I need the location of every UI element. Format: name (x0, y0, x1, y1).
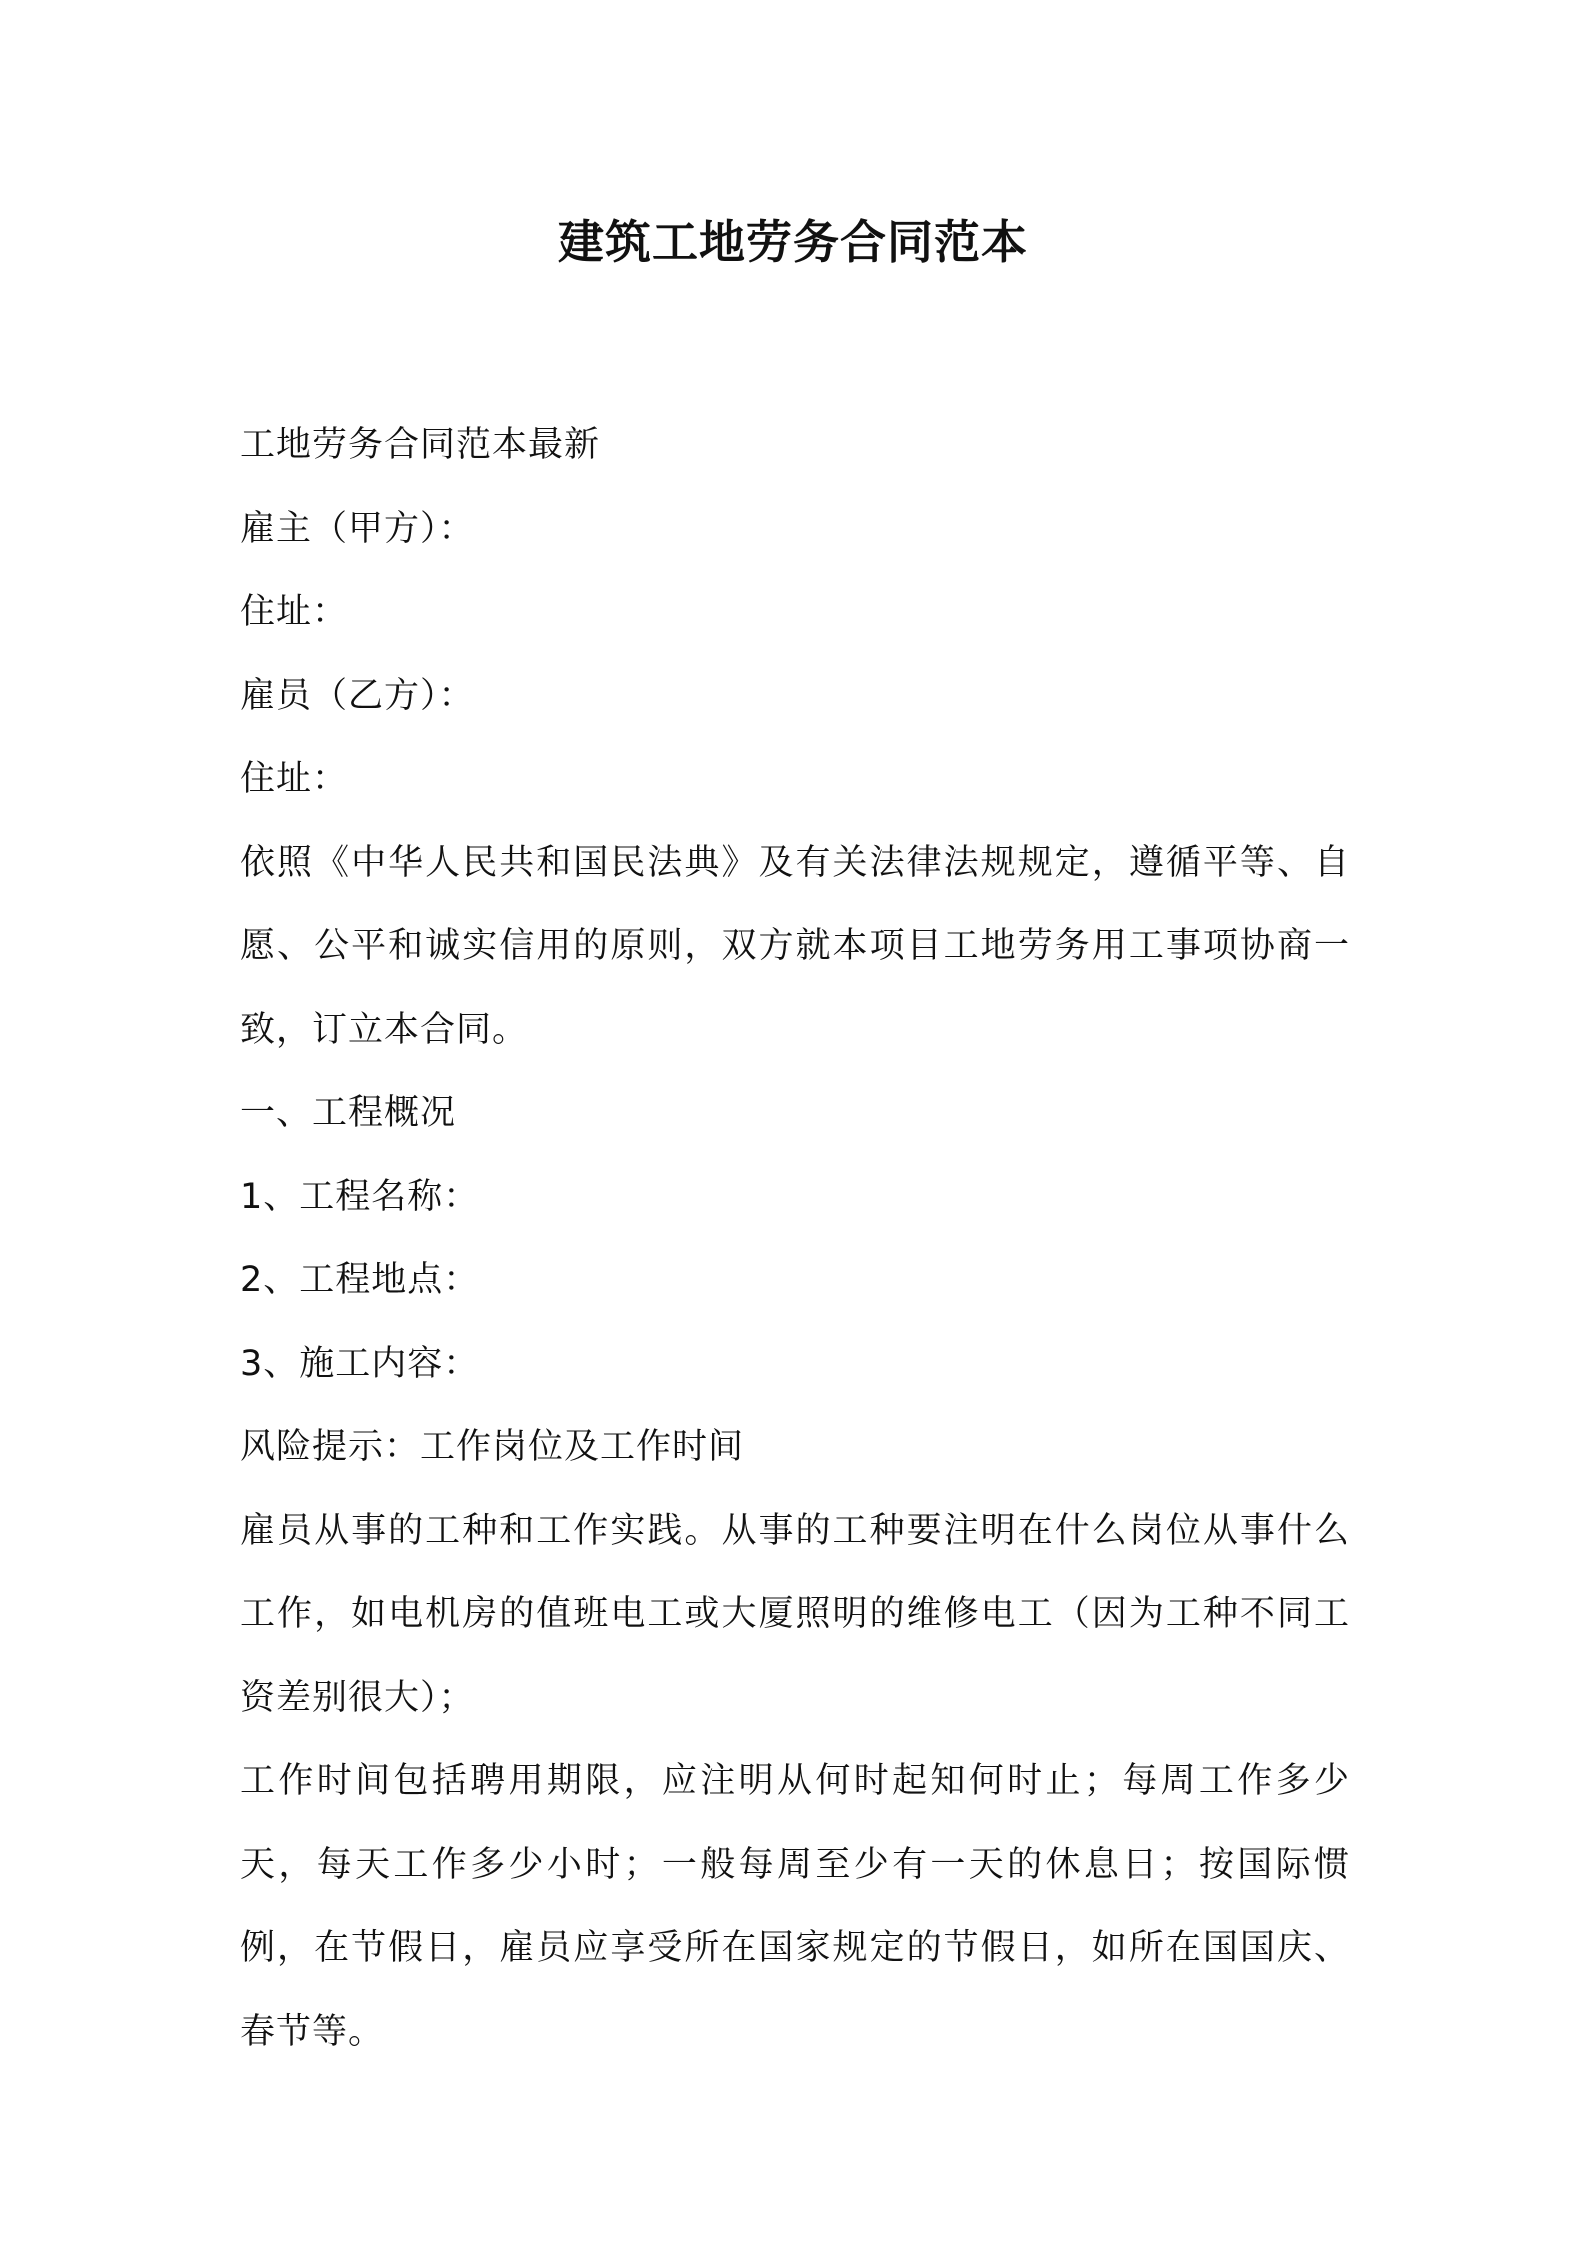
work-content-line: 3、施工内容： (240, 1343, 480, 1384)
employee-line: 雇员（乙方）： (240, 675, 475, 716)
intro-paragraph: 依照《中华人民共和国民法典》及有关法律法规规定，遵循平等、自愿、公平和诚实信用的原则，双方就本项目工地劳务用工事项协商一致，订立本合同。 (240, 842, 1350, 1050)
employer-address-line: 住址： (240, 592, 349, 632)
project-location-line: 2、工程地点： (240, 1260, 480, 1300)
risk-heading: 风险提示：工作岗位及工作时间 (240, 1427, 745, 1467)
subtitle-line: 工地劳务合同范本最新 (240, 425, 601, 465)
document-title: 建筑工地劳务合同范本 (558, 215, 1028, 269)
employee-address-line: 住址： (240, 759, 349, 799)
risk-paragraph-hours: 工作时间包括聘用期限，应注明从何时起知何时止；每周工作多少天，每天工作多少小时；一般每周至少有一天的休息日；按国际惯例，在节假日，雇员应享受所在国家规定的节假日，如所在国国庆、春节等。 (240, 1761, 1350, 2052)
section-heading: 一、工程概况 (240, 1093, 457, 1133)
risk-paragraph-job: 雇员从事的工种和工作实践。从事的工种要注明在什么岗位从事什么工作，如电机房的值班电工或大厦照明的维修电工（因为工种不同工资差别很大）； (240, 1510, 1350, 1718)
project-name-line: 1、工程名称： (240, 1176, 480, 1217)
employer-line: 雇主（甲方）： (240, 508, 475, 549)
document-body (240, 404, 1350, 2074)
